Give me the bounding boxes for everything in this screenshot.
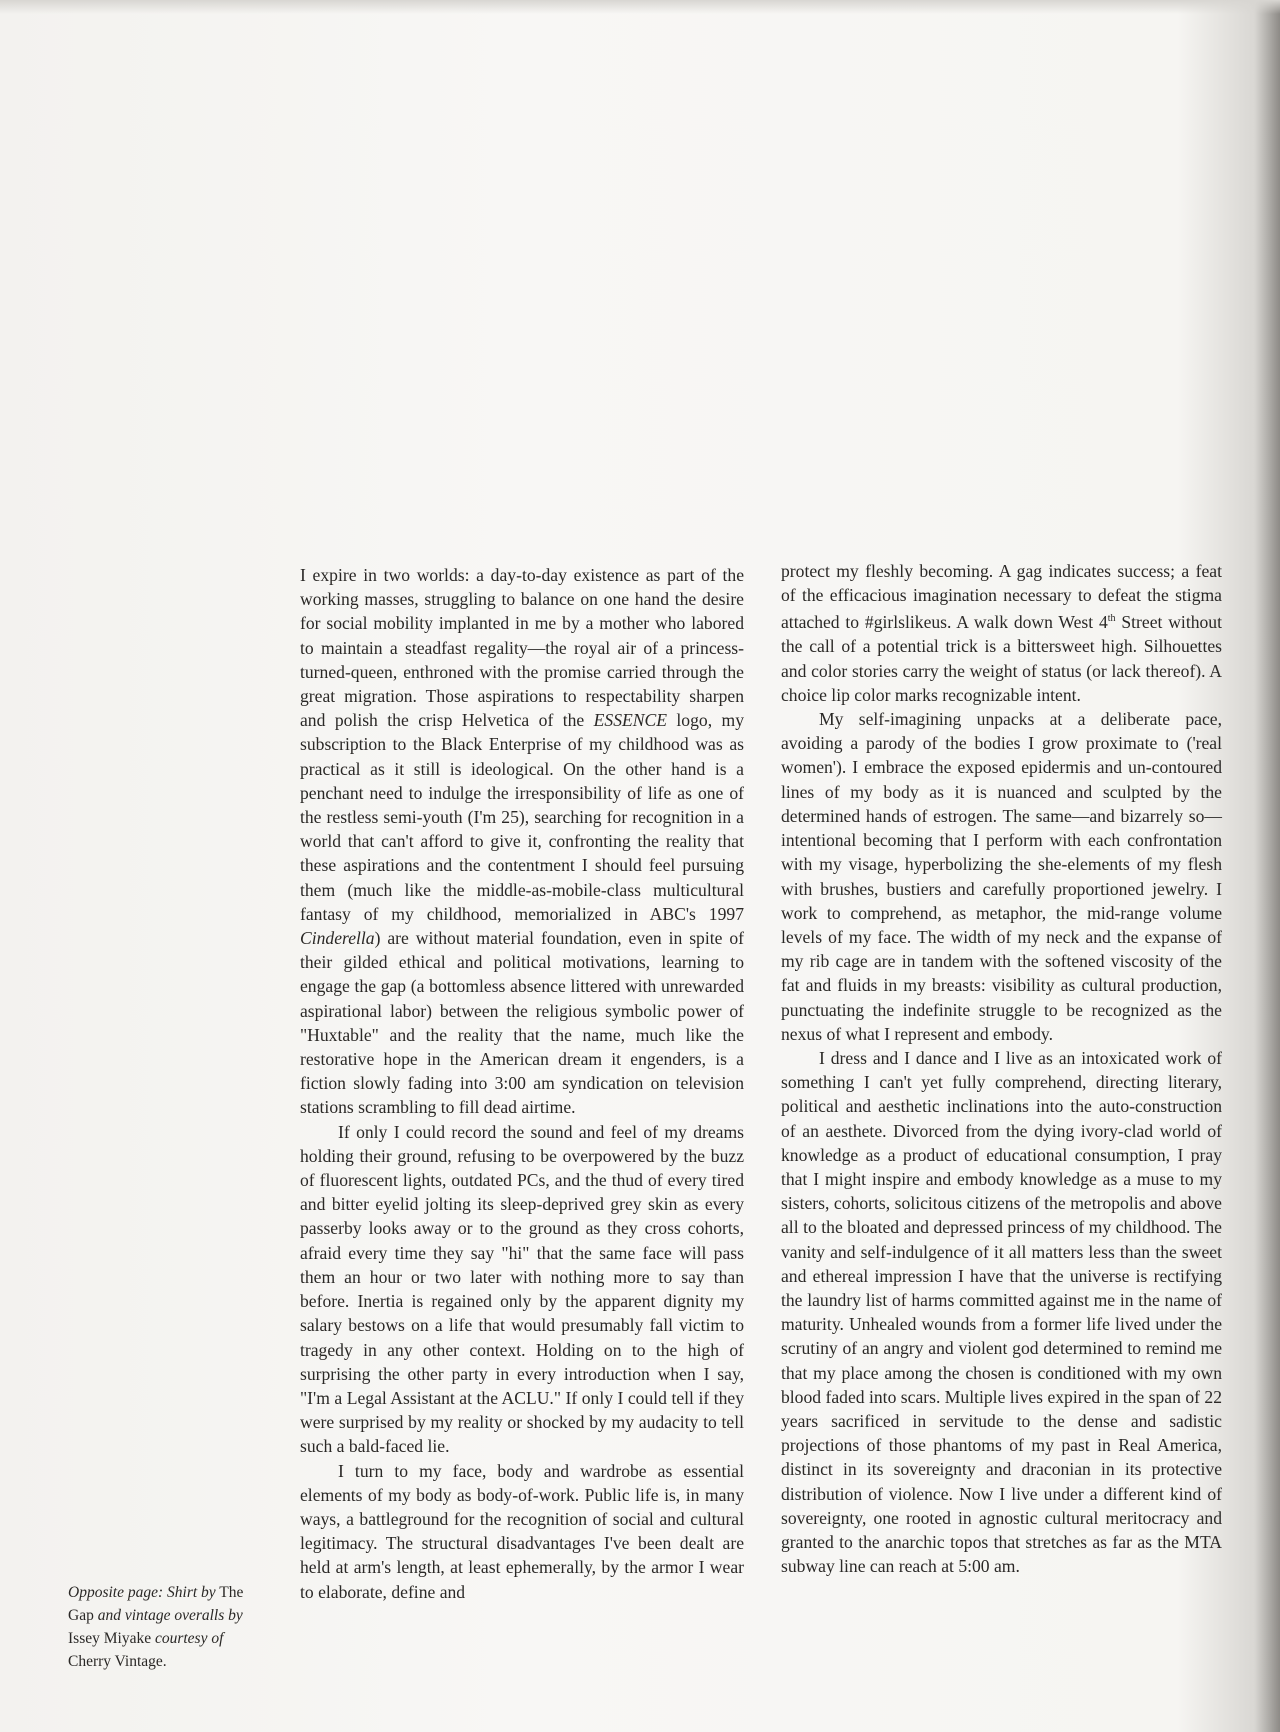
photo-caption: Opposite page: Shirt by The Gap and vintage overalls by Issey Miyake courtesy of Cherry Vintage. (68, 1584, 244, 1670)
paragraph: If only I could record the sound and feel of my dreams holding their ground, refusing to be overpowered by the buzz of fluorescent lights, outdated PCs, and the thud of every tired and bitter eyelid jolting its sleep-deprived grey skin as every passerby looks away or to the ground as they cross cohorts, afraid every time they say "hi" that the same face will pass them an hour or two later with nothing more to say than before. Inertia is regained only by the apparent dignity my salary bestows on a life that would presumably fall victim to tragedy in any other context. Holding on to the high of surprising the other party in every introduction when I say, "I'm a Legal Assistant at the ACLU." If only I could tell if they were surprised by my reality or shocked by my audacity to tell such a bald-faced lie. (300, 1121, 744, 1457)
left-text-column (300, 563, 744, 1604)
paragraph: protect my fleshly becoming. A gag indicates success; a feat of the efficacious imagination necessary to defeat the stigma attached to #girlslikeus. A walk down West 4th Street without the call of a potential trick is a bittersweet high. Silhouettes and color stories carry the weight of status (or lack thereof). A choice lip color marks recognizable intent. (781, 561, 1222, 705)
essence-title: ESSENCE (593, 710, 667, 731)
ordinal-suffix: th (1107, 613, 1116, 625)
scan-edge-shadow (0, 0, 1280, 14)
paragraph: I dress and I dance and I live as an intoxicated work of something I can't yet fully comprehend, directing literary, political and aesthetic inclinations into the auto-construction of an aesthete. Divorced from the dying ivory-clad world of knowledge as a product of educational consumption, I pray that I might inspire and embody knowledge as a muse to my sisters, cohorts, solicitous citizens of the metropolis and above all to the bloated and depressed princess of my childhood. The vanity and self-indulgence of it all matters less than the sweet and ethereal impression I have that the universe is rectifying the laundry list of harms committed against me in the name of maturity. Unhealed wounds from a former life lived under the scrutiny of an angry and violent god determined to remind me that my place among the chosen is conditioned with my own blood faded into scars. Multiple lives expired in the span of 22 years sacrificed in servitude to the dense and sadistic projections of those phantoms of my past in Real America, distinct in its sovereignty and draconian in its protective distribution of violence. Now I live under a different kind of sovereignty, one rooted in agnostic cultural meritocracy and granted to the anarchic topos that stretches as far as the MTA subway line can reach at 5:00 am. (781, 1047, 1222, 1577)
paragraph: I expire in two worlds: a day-to-day existence as part of the working masses, struggling to balance on one hand the desire for social mobility implanted in me by a mother who labored to maintain a steadfast regality—the royal air of a princess-turned-queen, enthroned with the promise carried through the great migration. Those aspirations to respectability sharpen and polish the crisp Helvetica of the ESSENCE logo, my subscription to the Black Enterprise of my childhood was as practical as it still is ideological. On the other hand is a penchant need to indulge the irresponsibility of life as one of the restless semi-youth (I'm 25), searching for recognition in a world that can't afford to give it, confronting the reality that these aspirations and the contentment I should feel pursuing them (much like the middle-as-mobile-class multicultural fantasy of my childhood, memorialized in ABC's 1997 Cinderella) are without material foundation, even in spite of their gilded ethical and political motivations, learning to engage the gap (a bottomless absence littered with unrewarded aspirational labor) between the religious symbolic power of "Huxtable" and the reality that the name, much like the restorative hope in the American dream it engenders, is a fiction slowly fading into 3:00 am syndication on television stations scrambling to fill dead airtime. (300, 565, 744, 1118)
cinderella-title: Cinderella (300, 928, 375, 949)
right-text-column (781, 559, 1222, 1578)
paragraph: I turn to my face, body and wardrobe as essential elements of my body as body-of-work. Public life is, in many ways, a battleground for the recognition of social and cultural legitimacy. The structural disadvantages I've been dealt are held at arm's length, at least ephemerally, by the armor I wear to elaborate, define and (300, 1460, 744, 1602)
paragraph: My self-imagining unpacks at a deliberate pace, avoiding a parody of the bodies I grow proximate to ('real women'). I embrace the exposed epidermis and un-contoured lines of my body as it is nuanced and sculpted by the determined hands of estrogen. The same—and bizarrely so—intentional becoming that I perform with each confrontation with my visage, hyperbolizing the she-elements of my flesh with brushes, bustiers and carefully proportioned jewelry. I work to comprehend, as metaphor, the mid-range volume levels of my face. The width of my neck and the expanse of my rib cage are in tandem with the softened viscosity of the fat and fluids in my breasts: visibility as cultural production, punctuating the indefinite struggle to be recognized as the nexus of what I represent and embody. (781, 709, 1222, 1044)
